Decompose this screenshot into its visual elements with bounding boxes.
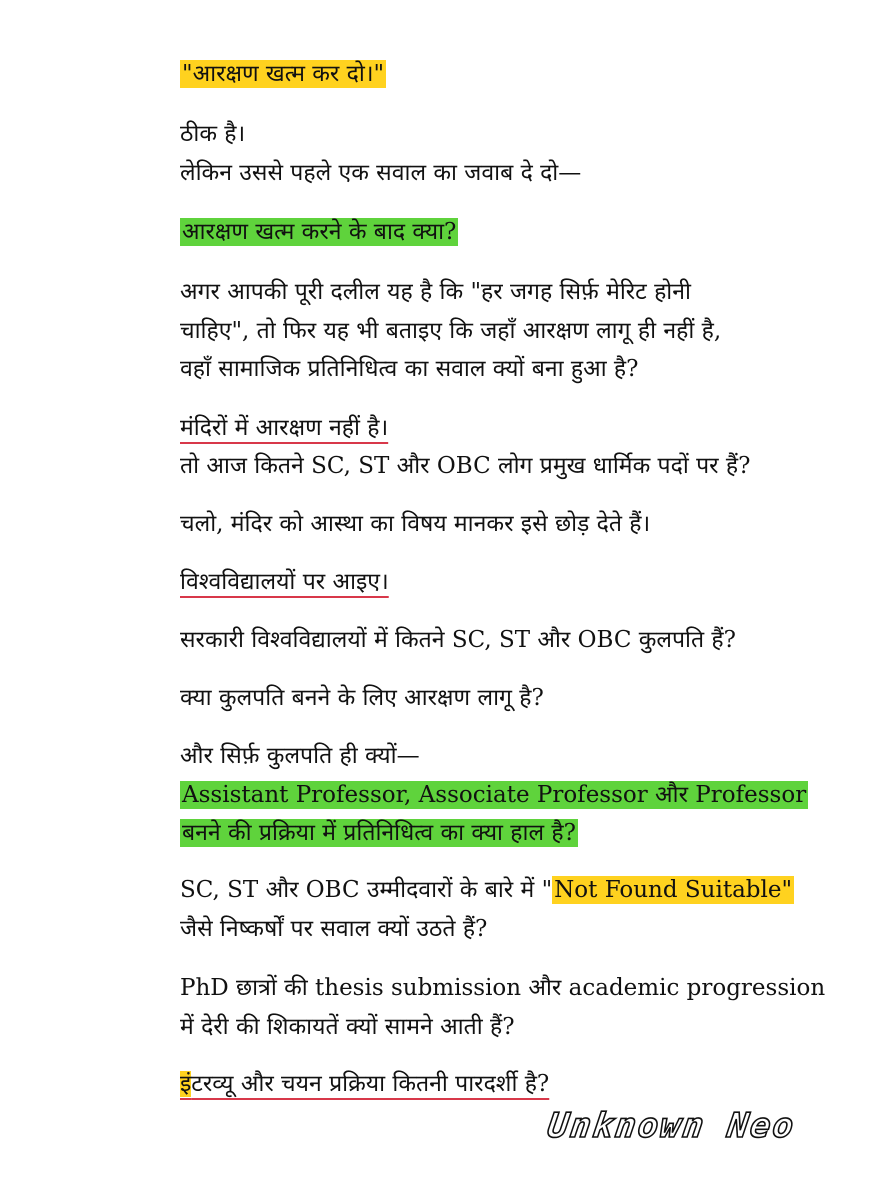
text-line — [180, 874, 794, 906]
highlight-line — [180, 779, 808, 811]
highlight-yellow: इं — [180, 1071, 192, 1097]
text-line: अगर आपकी पूरी दलील यह है कि "हर जगह सिर्फ़ मेरिट होनी — [180, 279, 691, 305]
text-line: क्या कुलपति बनने के लिए आरक्षण लागू है? — [180, 685, 544, 711]
text-line: लेकिन उससे पहले एक सवाल का जवाब दे दो— — [180, 160, 582, 186]
text-segment: टरव्यू और चयन प्रक्रिया कितनी पारदर्शी है? — [191, 1071, 550, 1097]
text-line: वहाँ सामाजिक प्रतिनिधित्व का सवाल क्यों बना हुआ है? — [180, 356, 639, 382]
underlined-line — [180, 412, 388, 444]
highlight-yellow: Not Found Suitable" — [554, 877, 793, 903]
underlined-line — [180, 566, 389, 598]
text-segment: SC, ST और OBC उम्मीदवारों के बारे में " — [180, 877, 553, 903]
text-line: ठीक है। — [180, 121, 246, 147]
highlight-yellow: "आरक्षण खत्म कर दो।" — [182, 61, 385, 87]
highlight-green: बनने की प्रक्रिया में प्रतिनिधित्व का क्या हाल है? — [182, 820, 576, 846]
red-underline-text: विश्वविद्यालयों पर आइए। — [180, 569, 389, 595]
underlined-line — [180, 1068, 549, 1100]
quote-line — [180, 58, 386, 90]
signature-watermark: Unknown Neo — [545, 1106, 798, 1146]
text-line: तो आज कितने SC, ST और OBC लोग प्रमुख धार्मिक पदों पर हैं? — [180, 453, 751, 479]
text-line: चाहिए", तो फिर यह भी बताइए कि जहाँ आरक्षण लागू ही नहीं है, — [180, 318, 722, 344]
red-underline-text — [180, 1071, 549, 1097]
text-line: और सिर्फ़ कुलपति ही क्यों— — [180, 743, 420, 769]
highlight-green: आरक्षण खत्म करने के बाद क्या? — [182, 219, 457, 245]
text-line: में देरी की शिकायतें क्यों सामने आती हैं? — [180, 1014, 515, 1040]
text-line: PhD छात्रों की thesis submission और academic progression — [180, 975, 826, 1001]
text-line: जैसे निष्कर्षों पर सवाल क्यों उठते हैं? — [180, 916, 488, 942]
text-line: चलो, मंदिर को आस्था का विषय मानकर इसे छोड़ देते हैं। — [180, 511, 651, 537]
red-underline-text: मंदिरों में आरक्षण नहीं है। — [180, 415, 389, 441]
text-line: सरकारी विश्वविद्यालयों में कितने SC, ST और OBC कुलपति हैं? — [180, 627, 736, 653]
question-line — [180, 216, 458, 248]
highlight-green: Assistant Professor, Associate Professor और Professor — [182, 782, 807, 808]
highlight-line — [180, 817, 578, 849]
